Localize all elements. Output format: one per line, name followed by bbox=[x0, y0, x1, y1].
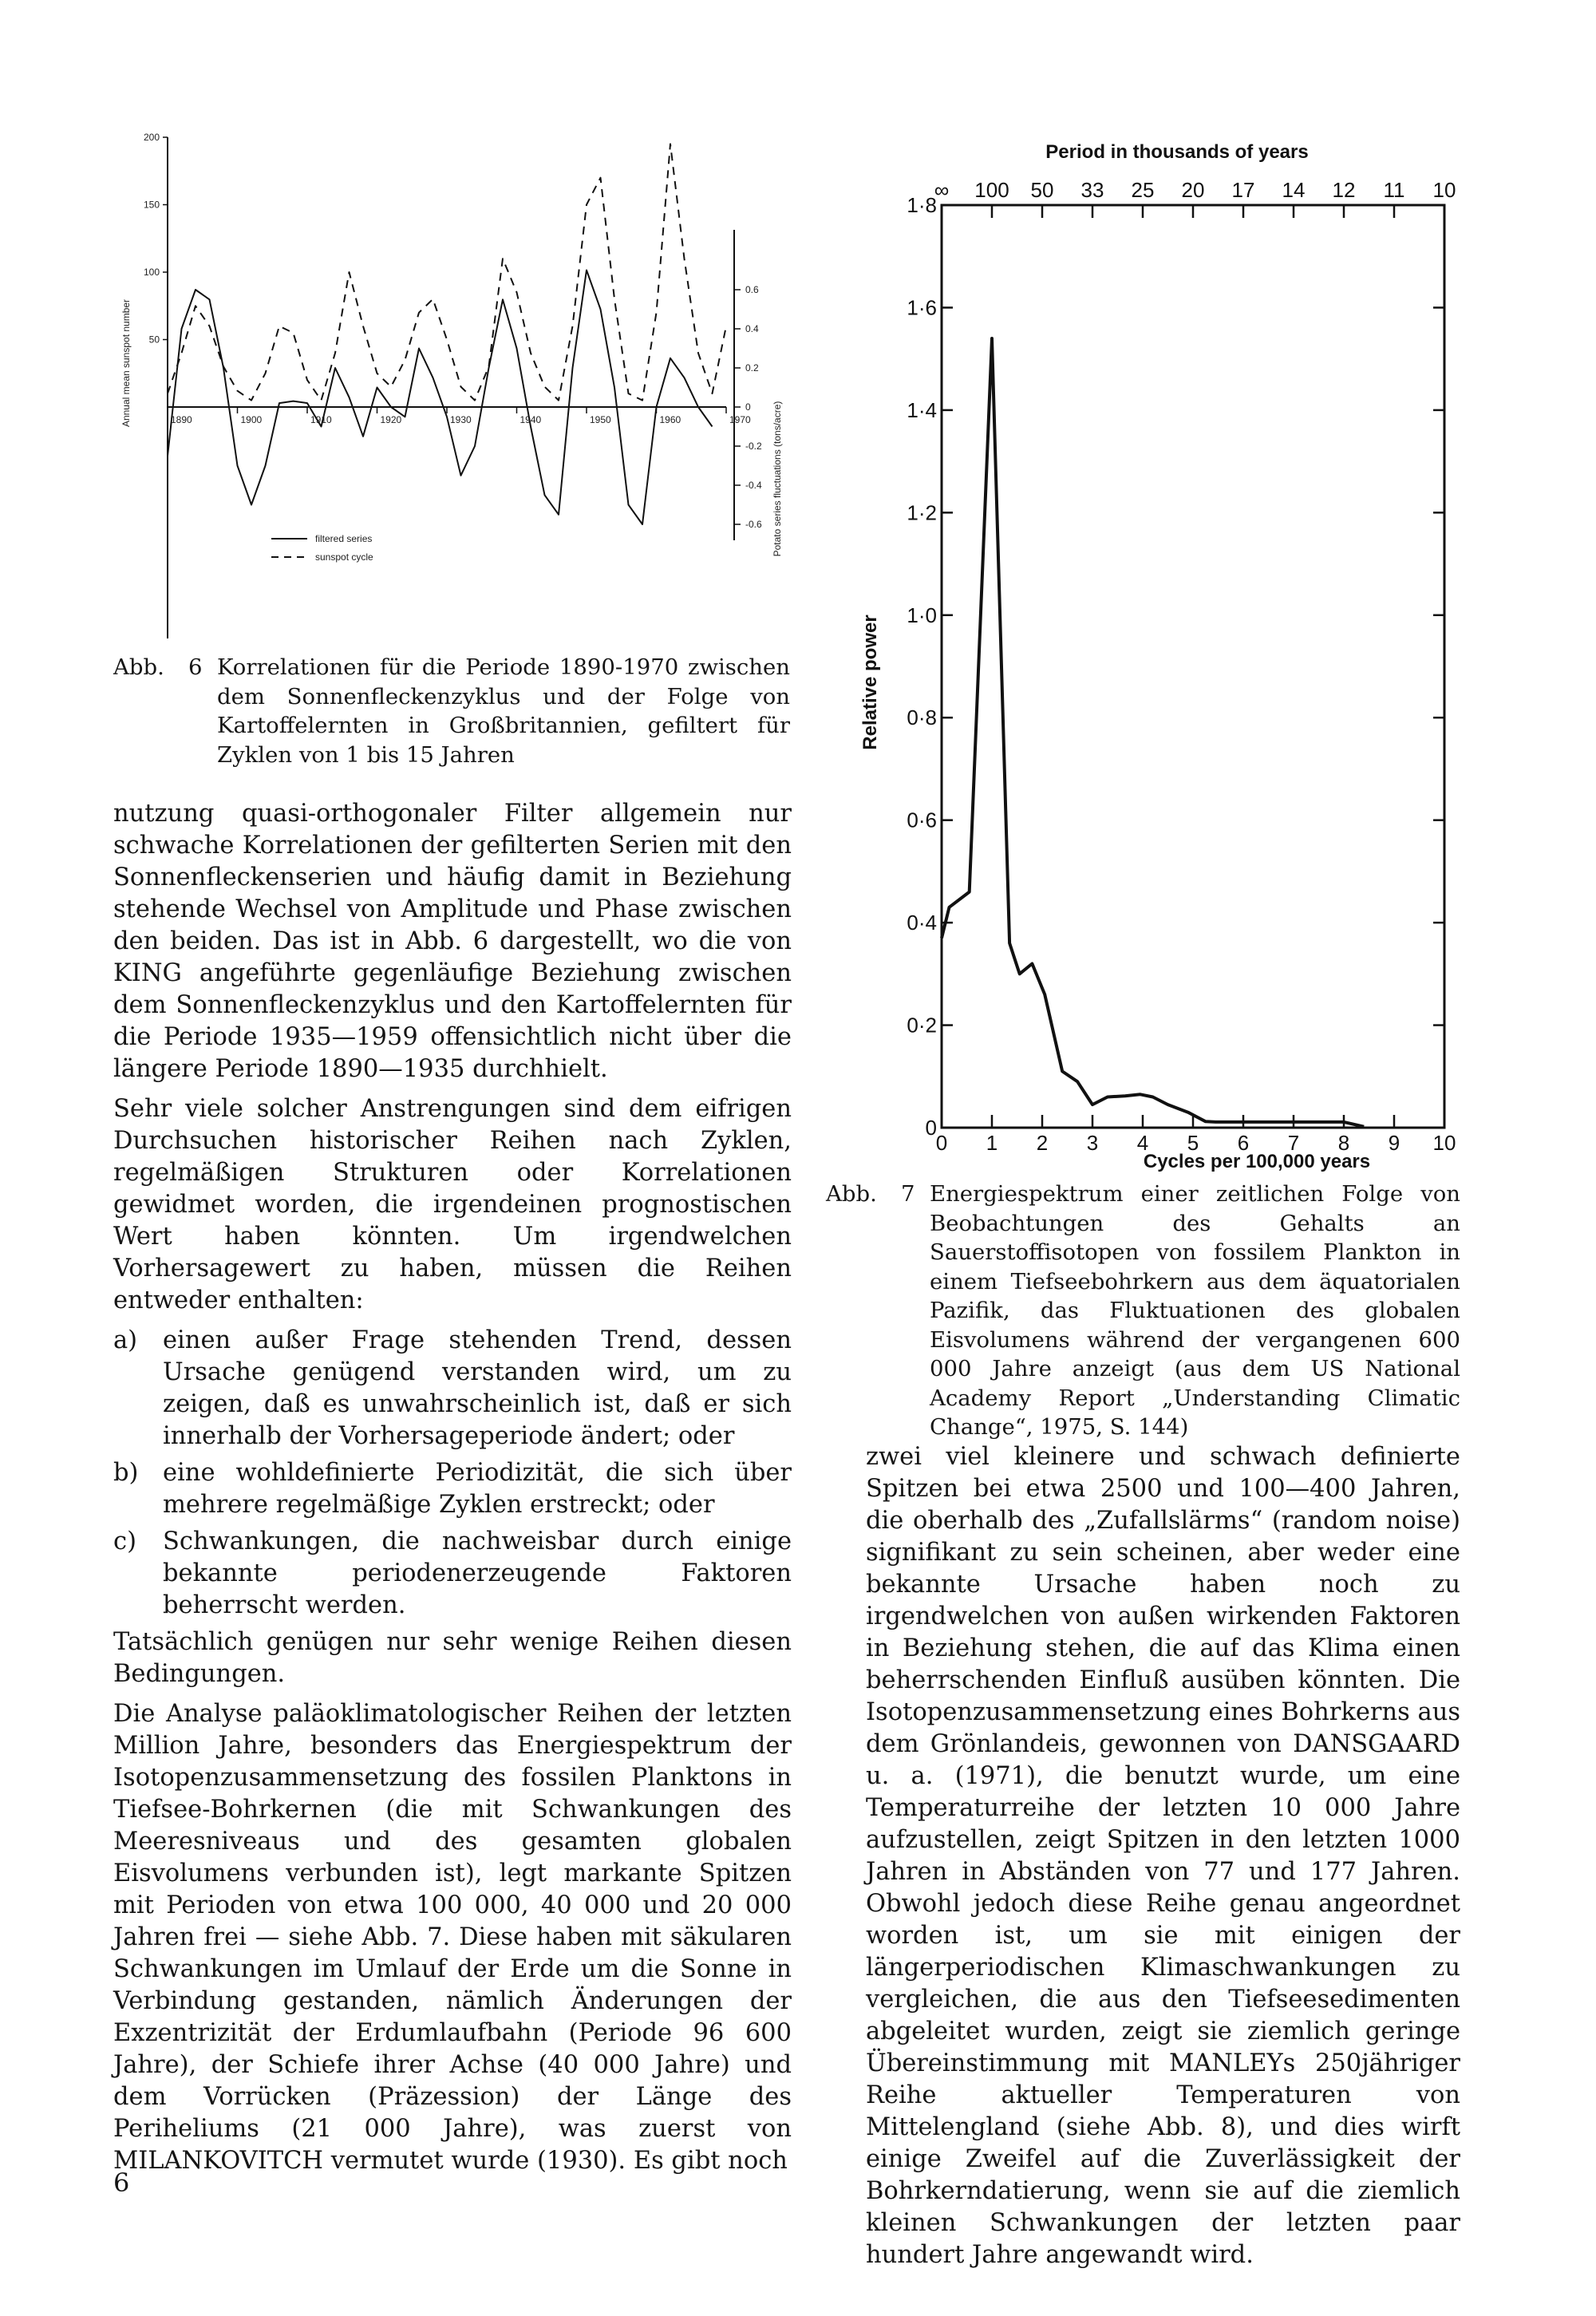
figure-7-y-tick-label: 0·2 bbox=[907, 1013, 937, 1037]
list-item bbox=[113, 1457, 792, 1521]
figure-6-x-tick-label: 1940 bbox=[519, 414, 542, 425]
figure-7-x-tick-label: 5 bbox=[1187, 1131, 1199, 1155]
figure-7-top-tick-label: 100 bbox=[974, 178, 1009, 202]
figure-7-top-tick-label: 20 bbox=[1181, 178, 1205, 202]
figure-6-axes bbox=[168, 137, 734, 638]
figure-6-x-tick-label: 1950 bbox=[590, 414, 611, 425]
figure-7-top-tick-label: 12 bbox=[1332, 178, 1356, 202]
figure-6-x-tick-label: 1930 bbox=[450, 414, 472, 425]
figure-7-top-tick-label: ∞ bbox=[934, 178, 950, 202]
figure-6-y2-axis-label: Potato series fluctuations (tons/acre) bbox=[772, 401, 783, 557]
paragraph: Sehr viele solcher Anstrengungen sind dem eifrigen Durchsuchen historischer Reihen nach Zyklen, regelmäßigen Strukturen oder Korrelationen gewidmet worden, die irgendeinen prognostischen Wert haben könnten. Um irgendwelchen Vorhersagewert zu haben, müssen die Reihen entweder enthalten: bbox=[113, 1095, 792, 1314]
figure-6-left-tick-label: 50 bbox=[148, 334, 160, 346]
figure-6-right-tick-label: -0.2 bbox=[745, 441, 762, 452]
figure-7-top-tick-label: 33 bbox=[1080, 178, 1104, 202]
page-number: 6 bbox=[113, 2168, 130, 2198]
figure-7-y-tick-label: 1·4 bbox=[907, 397, 937, 422]
figure-6-left-tick-label: 150 bbox=[143, 199, 160, 211]
paragraph: Tatsächlich genügen nur sehr wenige Reihen diesen Bedingungen. bbox=[113, 1628, 792, 1688]
figure-6-y-axis-label: Annual mean sunspot number bbox=[120, 298, 132, 428]
figure-6-right-tick-label: -0.6 bbox=[745, 519, 762, 530]
figure-7-top-tick-label: 14 bbox=[1282, 178, 1306, 202]
legend-filtered-series: filtered series bbox=[315, 533, 373, 544]
figure-7-x-tick-label: 8 bbox=[1337, 1131, 1350, 1155]
figure-6-x-tick-label: 1900 bbox=[240, 414, 263, 425]
figure-7-x-tick-label: 9 bbox=[1388, 1131, 1400, 1155]
figure-7-x-tick-label: 4 bbox=[1136, 1131, 1149, 1155]
figure-7-ticks bbox=[907, 178, 1456, 1155]
figure-7-y-tick-label: 1·2 bbox=[907, 500, 937, 525]
caption-number: 7 bbox=[901, 1181, 915, 1207]
figure-7-title: Period in thousands of years bbox=[1045, 141, 1309, 163]
list-item bbox=[113, 1526, 792, 1622]
figure-7-x-tick-label: 10 bbox=[1432, 1131, 1456, 1155]
figure-7-axes bbox=[942, 205, 1444, 1128]
figure-7-series bbox=[942, 338, 1364, 1127]
figure-7-x-tick-label: 7 bbox=[1287, 1131, 1300, 1155]
figure-7-x-tick-label: 3 bbox=[1086, 1131, 1099, 1155]
figure-6-right-tick-label: 0.2 bbox=[745, 362, 759, 373]
caption-text: Energiespektrum einer zeitlichen Folge von Beobachtungen des Gehalts an Sauerstoffisotopen von fossilem Plankton in einem Tiefseebohrkern aus dem äquatorialen Pazifik, das Fluktuationen des globalen Eisvolumens während der vergangenen 600 000 Jahre anzeigt (aus dem US National Academy Report „Understanding Climatic Change“, 1975, S. 144) bbox=[930, 1181, 1460, 1440]
figure-7-top-tick-label: 10 bbox=[1432, 178, 1456, 202]
figure-6-right-tick-label: -0.4 bbox=[745, 480, 762, 491]
list-item-label: c) bbox=[113, 1528, 136, 1555]
figure-6-legend bbox=[271, 533, 373, 563]
figure-7-caption bbox=[826, 1180, 1460, 1442]
list-item-text: einen außer Frage stehenden Trend, dessen Ursache genügend verstanden wird, um zu zeigen, daß es unwahrscheinlich ist, daß er sich innerhalb der Vorhersageperiode ändert; oder bbox=[163, 1326, 792, 1450]
figure-6-filtered-series-line bbox=[168, 271, 713, 525]
list-item-text: eine wohldefinierte Periodizität, die sich über mehrere regelmäßige Zyklen erstreckt; oder bbox=[163, 1459, 792, 1519]
figure-7-x-tick-label: 2 bbox=[1036, 1131, 1049, 1155]
figure-7-x-axis-label: Cycles per 100,000 years bbox=[1143, 1151, 1371, 1172]
list-item-label: a) bbox=[113, 1326, 138, 1354]
figure-7-x-tick-label: 1 bbox=[986, 1131, 998, 1155]
figure-6-series bbox=[168, 144, 726, 524]
paragraph: nutzung quasi-orthogonaler Filter allgemein nur schwache Korrelationen der gefilterten Serien mit den Sonnenfleckenserien und häufig damit in Beziehung stehende Wechsel von Amplitude und Phase zwischen den beiden. Das ist in Abb. 6 dargestellt, wo die von KING angeführte gegenläufige Beziehung zwischen dem Sonnenfleckenzyklus und den Kartoffelernten für die Periode 1935—1959 offensichtlich nicht über die längere Periode 1890—1935 durchhielt. bbox=[113, 800, 792, 1083]
caption-label: Abb. bbox=[826, 1181, 877, 1207]
figure-6-sunspot-cycle-line bbox=[168, 144, 726, 400]
figure-7-y-tick-label: 0·6 bbox=[907, 808, 937, 832]
list-item bbox=[113, 1325, 792, 1452]
paragraph: Die Analyse paläoklimatologischer Reihen der letzten Million Jahre, besonders das Energiespektrum der Isotopenzusammensetzung des fossilen Planktons in Tiefsee-Bohrkernen (die mit Schwankungen des Meeresniveaus und des gesamten globalen Eisvolumens verbunden ist), legt markante Spitzen mit Perioden von etwa 100 000, 40 000 und 20 000 Jahren frei — siehe Abb. 7. Diese haben mit säkularen Schwankungen im Umlauf der Erde um die Sonne in Verbindung gestanden, nämlich Änderungen der Exzentrizität der Erdumlaufbahn (Periode 96 600 Jahre), der Schiefe ihrer Achse (40 000 Jahre) und dem Vorrücken (Präzession) der Länge des Periheliums (21 000 Jahre), was zuerst von MILANKOVITCH vermutet wurde (1930). Es gibt noch bbox=[113, 1700, 792, 2175]
figure-7-chart bbox=[854, 132, 1484, 1177]
right-text-column bbox=[866, 1441, 1460, 2279]
figure-6-x-tick-label: 1920 bbox=[380, 414, 402, 425]
figure-7-top-tick-label: 25 bbox=[1131, 178, 1155, 202]
figure-7-y-tick-label: 1·0 bbox=[907, 603, 937, 627]
paragraph: zwei viel kleinere und schwach definierte Spitzen bei etwa 2500 und 100—400 Jahren, die oberhalb des „Zufallslärms“ (random noise) signifikant zu sein scheinen, aber weder eine bekannte Ursache haben noch zu irgendwelchen von außen wirkenden Faktoren in Beziehung stehen, die auf das Klima einen beherrschenden Einfluß ausüben könnten. Die Isotopenzusammensetzung eines Bohrkerns aus dem Grönlandeis, gewonnen von DANSGAARD u. a. (1971), die benutzt wurde, um eine Temperaturreihe der letzten 10 000 Jahre aufzustellen, zeigt Spitzen in den letzten 1000 Jahren in Abständen von 77 und 177 Jahren. Obwohl jedoch diese Reihe genau angeordnet worden ist, um sie mit einigen der längerperiodischen Klimaschwankungen zu vergleichen, die aus den Tiefseesedimenten abgeleitet wurden, zeigt sie ziemlich geringe Übereinstimmung mit MANLEYs 250jähriger Reihe aktueller Temperaturen von Mittelengland (siehe Abb. 8), und dies wirft einige Zweifel auf die Zuverlässigkeit der Bohrkerndatierung, wenn sie auf die ziemlich kleinen Schwankungen der letzten paar hundert Jahre angewandt wird. bbox=[866, 1443, 1460, 2269]
figure-7-y-tick-label: 0·4 bbox=[907, 911, 937, 935]
legend-sunspot-cycle: sunspot cycle bbox=[315, 551, 373, 563]
figure-7-top-tick-label: 11 bbox=[1383, 178, 1405, 202]
figure-6-x-tick-label: 1890 bbox=[171, 414, 192, 425]
figure-7-frame bbox=[942, 205, 1444, 1128]
figure-7-spectrum-line bbox=[942, 338, 1364, 1127]
figure-7-y-tick-label: 1·6 bbox=[907, 295, 937, 320]
figure-7-y-tick-label: 0 bbox=[925, 1116, 937, 1140]
figure-7-y-axis-label: Relative power bbox=[859, 615, 881, 750]
figure-6-chart bbox=[112, 132, 783, 638]
caption-label: Abb. bbox=[113, 654, 164, 680]
figure-6-x-tick-label: 1970 bbox=[729, 414, 751, 425]
list-item-text: Schwankungen, die nachweisbar durch einige bekannte periodenerzeugende Faktoren beherrscht werden. bbox=[163, 1528, 792, 1619]
left-text-column bbox=[113, 798, 792, 2185]
figure-7-x-tick-label: 0 bbox=[935, 1131, 948, 1155]
caption-text: Korrelationen für die Periode 1890-1970 zwischen dem Sonnenfleckenzyklus und der Folge von Kartoffelernten in Großbritannien, gefiltert für Zyklen von 1 bis 15 Jahren bbox=[217, 654, 790, 768]
figure-7-y-tick-label: 0·8 bbox=[907, 705, 937, 730]
figure-7-top-tick-label: 50 bbox=[1030, 178, 1054, 202]
figure-7-y-tick-label: 1·8 bbox=[907, 193, 937, 217]
figure-6-left-tick-label: 200 bbox=[143, 132, 160, 143]
figure-6-ticks bbox=[144, 132, 762, 530]
figure-7-x-tick-label: 6 bbox=[1237, 1131, 1250, 1155]
figure-6-right-tick-label: 0.6 bbox=[745, 284, 759, 295]
figure-6-caption bbox=[113, 653, 790, 769]
figure-6-x-tick-label: 1910 bbox=[310, 414, 332, 425]
figure-7-top-tick-label: 17 bbox=[1231, 178, 1255, 202]
list-item-label: b) bbox=[113, 1459, 139, 1487]
figure-6-left-tick-label: 100 bbox=[143, 267, 160, 278]
figure-6-right-tick-label: 0.4 bbox=[745, 323, 759, 334]
figure-6-right-tick-label: 0 bbox=[745, 401, 751, 413]
figure-6-x-tick-label: 1960 bbox=[659, 414, 681, 425]
caption-number: 6 bbox=[188, 654, 203, 680]
